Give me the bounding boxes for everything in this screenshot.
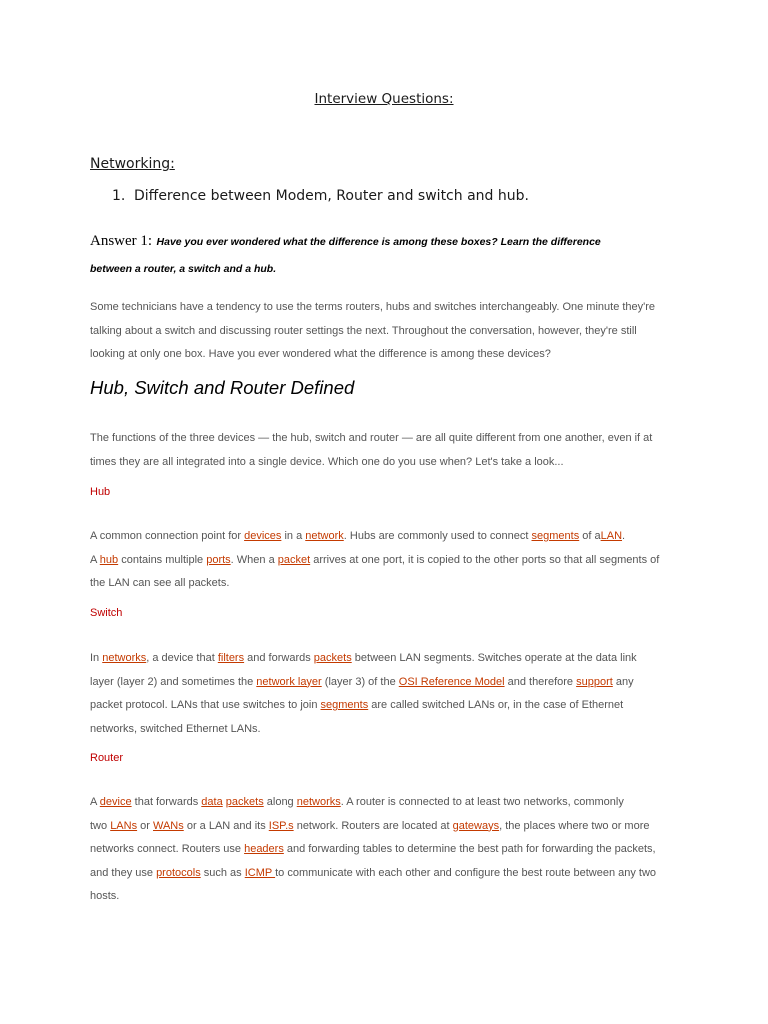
link-device[interactable]: device [99,796,132,808]
answer-block [90,228,690,282]
text-run: and therefore [504,675,577,688]
link-gateways[interactable]: gateways [452,819,500,832]
text-run: networks, switched Ethernet LANs. [90,722,261,735]
switch-paragraph [90,647,690,741]
link-packets[interactable]: packets [225,796,264,808]
text-run: hosts. [90,890,120,902]
link-osi-reference-model[interactable]: OSI Reference Model [398,675,505,688]
text-run: that forwards [131,796,202,808]
text-run: A [90,796,100,808]
question-item [112,188,529,204]
link-packet[interactable]: packet [277,553,311,566]
text-run: along [263,796,297,808]
text-run: or a LAN and its [183,819,269,832]
text-run: in a [281,530,306,542]
text-run: . [622,530,626,542]
text-run: network. Routers are located at [293,819,453,832]
text-run: packet protocol. LANs that use switches to join [90,699,321,711]
question-text: Difference between Modem, Router and switch and hub. [134,188,529,204]
text-run: arrives at one port, it is copied to the other ports so that all segments of [310,553,660,566]
text-run: (layer 3) of the [321,675,399,688]
text-run: and forwarding tables to determine the best path for forwarding the packets, [283,843,656,855]
answer-label: Answer 1 [90,233,148,249]
router-heading: Router [90,752,124,764]
link-network[interactable]: network [305,530,344,542]
link-hub[interactable]: hub [99,553,119,566]
link-wans[interactable]: WANs [153,819,184,832]
router-paragraph [90,791,690,909]
intro-line: Some technicians have a tendency to use the terms routers, hubs and switches interchangeably. One minute they're [90,301,656,313]
functions-paragraph [90,427,690,474]
hub-paragraph [90,525,690,596]
text-run: and they use [90,866,157,879]
link-packets[interactable]: packets [313,652,352,664]
text-run: A [90,553,100,566]
text-run: or [137,819,153,832]
hub-heading: Hub [90,486,111,498]
link-ports[interactable]: ports [206,553,231,566]
link-networks[interactable]: networks [296,796,341,808]
page-title: Interview Questions: [314,91,454,107]
text-run: . Hubs are commonly used to connect [343,530,532,542]
section-heading-networking: Networking: [90,156,175,172]
link-icmp[interactable]: ICMP [244,866,276,879]
text-run: are called switched LANs or, in the case of Ethernet [368,699,624,711]
link-headers[interactable]: headers [244,843,284,855]
text-run: . A router is connected to at least two networks, commonly [340,796,624,808]
link-network-layer[interactable]: network layer [256,675,322,688]
text-run: In [90,652,103,664]
text-run: . When a [230,553,278,566]
link-lans[interactable]: LANs [110,819,138,832]
link-protocols[interactable]: protocols [156,866,201,879]
text-run: , the places where two or more [499,819,650,832]
text-run: any [612,675,634,688]
functions-line: times they are all integrated into a single device. Which one do you use when? Let's take a look... [90,455,564,468]
intro-paragraph [90,296,690,367]
link-filters[interactable]: filters [217,652,245,664]
text-run: between LAN segments. Switches operate at the data link [351,652,637,664]
switch-heading: Switch [90,607,123,619]
link-isps[interactable]: ISP.s [268,819,294,832]
text-run: networks connect. Routers use [90,843,245,855]
question-number: 1. [112,188,126,204]
text-run: , a device that [146,652,218,664]
text-run: such as [200,866,245,879]
intro-line: looking at only one box. Have you ever wondered what the difference is among these devices? [90,348,551,360]
defined-heading: Hub, Switch and Router Defined [90,377,355,398]
text-run: to communicate with each other and configure the best route between any two [275,866,657,879]
functions-line: The functions of the three devices — the hub, switch and router — are all quite different from one another, even if at [90,432,653,444]
answer-colon: : [147,233,153,249]
text-run: A common connection point for [90,530,245,542]
text-run: two [90,819,111,832]
link-devices[interactable]: devices [244,530,282,542]
text-run: and forwards [244,652,314,664]
text-run: of a [579,530,601,542]
answer-text-line2: between a router, a switch and a hub. [90,263,277,275]
link-lan[interactable]: LAN [600,530,623,542]
text-run: the LAN can see all packets. [90,577,230,589]
link-segments[interactable]: segments [531,530,580,542]
text-run: contains multiple [118,553,207,566]
intro-line: talking about a switch and discussing router settings the next. Throughout the conversation, however, they're still [90,324,637,337]
link-support[interactable]: support [576,675,613,688]
link-segments[interactable]: segments [320,699,369,711]
answer-text-line1: Have you ever wondered what the difference is among these boxes? Learn the difference [156,236,601,248]
link-networks[interactable]: networks [102,652,147,664]
link-data[interactable]: data [201,796,223,808]
text-run: layer (layer 2) and sometimes the [90,675,257,688]
